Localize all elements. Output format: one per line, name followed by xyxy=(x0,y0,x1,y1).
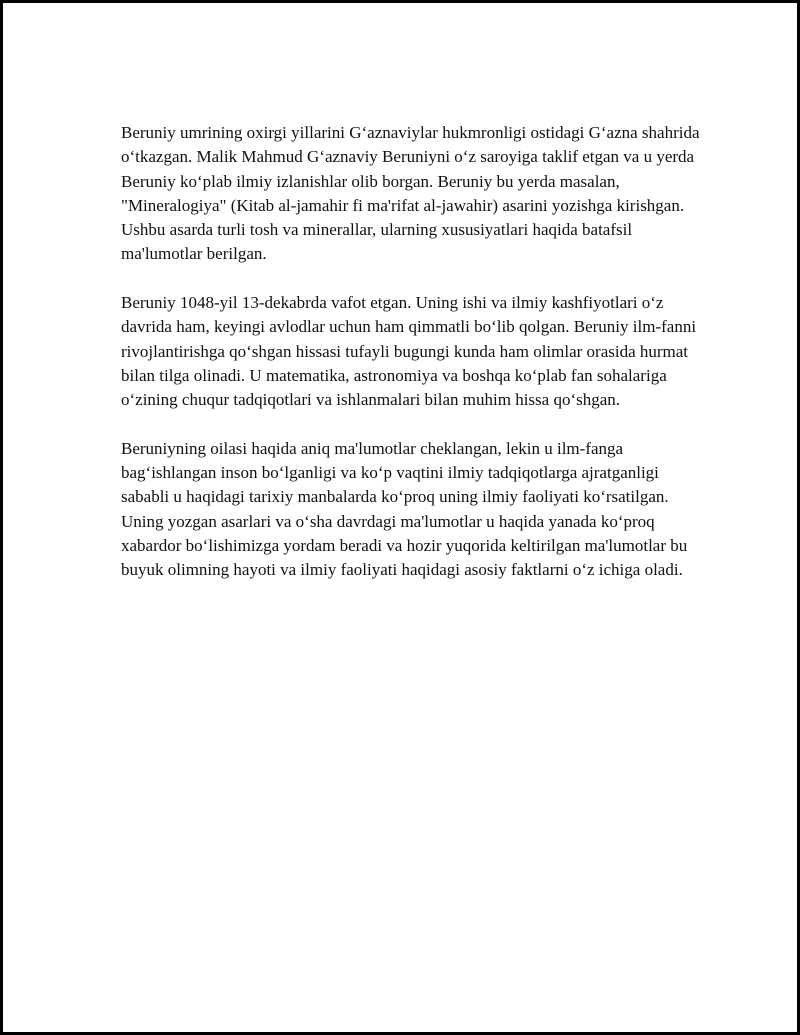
paragraph-1: Beruniy umrining oxirgi yillarini G‘aznaviylar hukmronligi ostidagi G‘azna shahrida o‘tkazgan. Malik Mahmud G‘aznaviy Beruniyni o‘z saroyiga taklif etgan va u yerda Beruniy ko‘plab ilmiy izlanishlar olib borgan. Beruniy bu yerda masalan, "Mineralogiya" (Kitab al-jamahir fi ma'rifat al-jawahir) asarini yozishga kirishgan. Ushbu asarda turli tosh va minerallar, ularning xususiyatlari haqida batafsil ma'lumotlar berilgan. xyxy=(121,123,700,264)
paragraph-2: Beruniy 1048-yil 13-dekabrda vafot etgan. Uning ishi va ilmiy kashfiyotlari o‘z davrida ham, keyingi avlodlar uchun ham qimmatli bo‘lib qolgan. Beruniy ilm-fanni rivojlantirishga qo‘shgan hissasi tufayli bugungi kunda ham olimlar orasida hurmat bilan tilga olinadi. U matematika, astronomiya va boshqa ko‘plab fan sohalariga o‘zining chuqur tadqiqotlari va ishlanmalari bilan muhim hissa qo‘shgan. xyxy=(121,293,697,410)
paragraph-3: Beruniyning oilasi haqida aniq ma'lumotlar cheklangan, lekin u ilm-fanga bag‘ishlangan inson bo‘lganligi va ko‘p vaqtini ilmiy tadqiqotlarga ajratganligi sababli u haqidagi tarixiy manbalarda ko‘proq uning ilmiy faoliyati ko‘rsatilgan. Uning yozgan asarlari va o‘sha davrdagi ma'lumotlar u haqida yanada ko‘proq xabardor bo‘lishimizga yordam beradi va hozir yuqorida keltirilgan ma'lumotlar bu buyuk olimning hayoti va ilmiy faoliyati haqidagi asosiy faktlarni o‘z ichiga oladi. xyxy=(121,438,688,580)
document-body xyxy=(121,121,701,607)
